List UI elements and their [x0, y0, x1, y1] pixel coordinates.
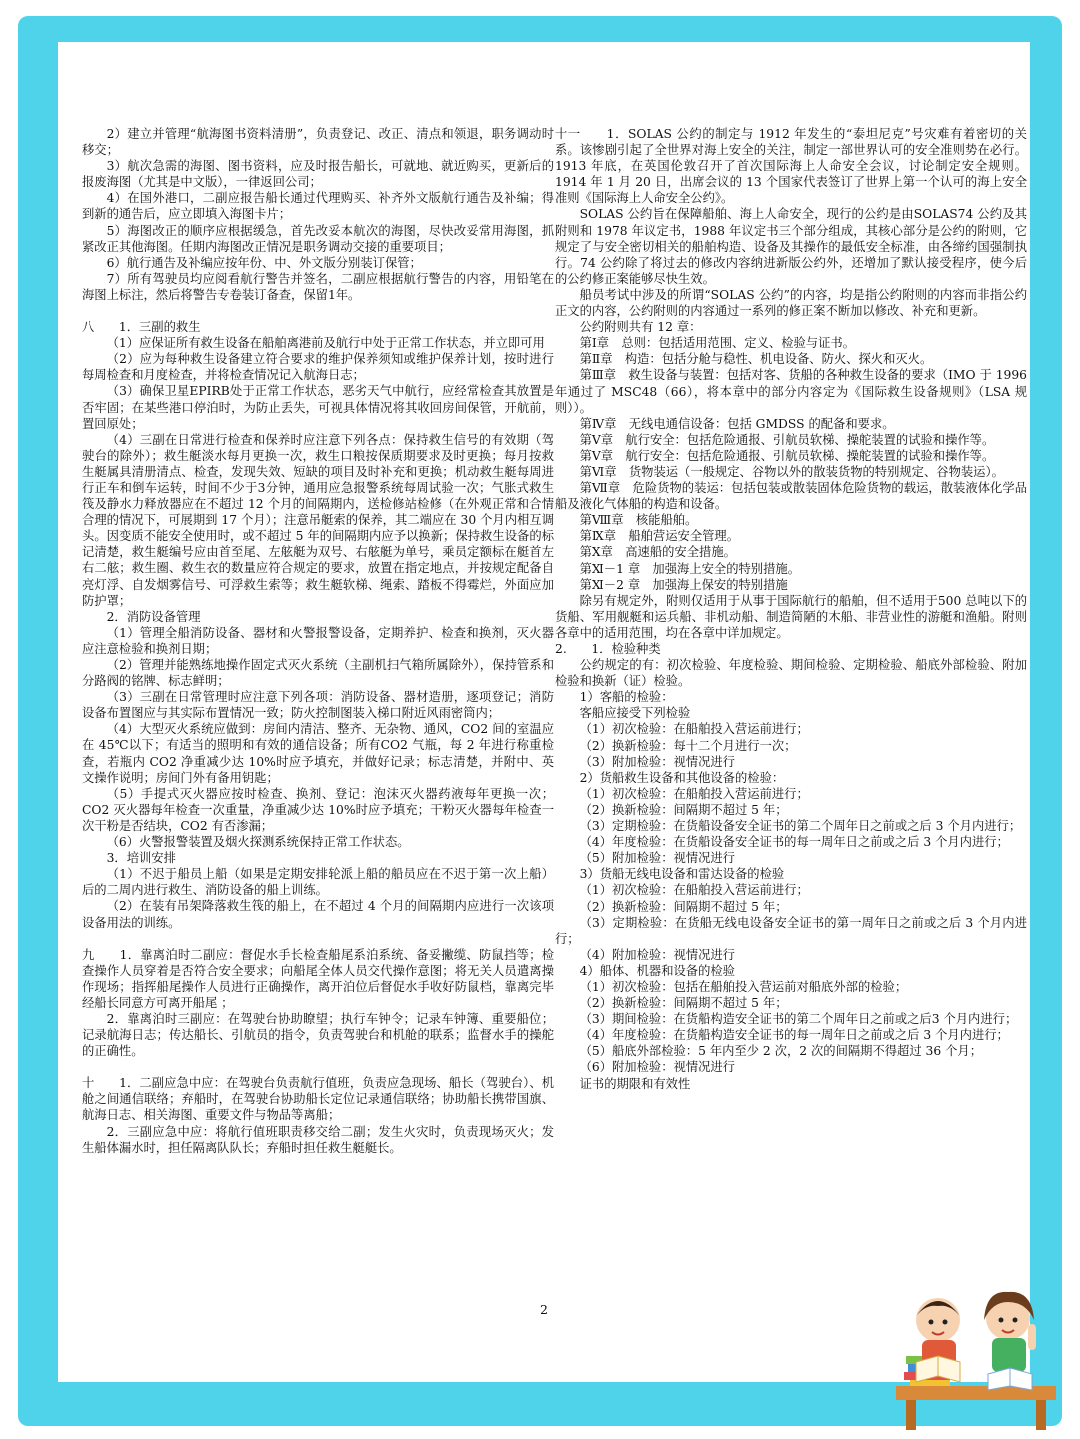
paragraph: 3）航次急需的海图、图书资料，应及时报告船长，可就地、就近购买，更新后的报废海图（尤其是中文版），一律返回公司；	[82, 159, 554, 190]
list-item: （1）初次检验：在船舶投入营运前进行；	[579, 883, 809, 898]
list-item: （3）附加检验：视情况进行	[579, 754, 735, 769]
list-item: （2）换新检验：间隔期不超过 5 年；	[579, 802, 788, 817]
section-heading: 2. 1．检验种类	[555, 642, 661, 656]
list-item: （4）附加检验：视情况进行	[579, 947, 735, 962]
paragraph: （2）在装有吊架降落救生筏的船上，在不超过 4 个月的间隔期内应进行一次该项设备用法的训练。	[82, 899, 554, 930]
left-column	[82, 126, 554, 1156]
paragraph: （1）应保证所有救生设备在船舶离港前及航行中处于正常工作状态，并立即可用	[106, 336, 545, 351]
list-item: （5）附加检验：视情况进行	[579, 851, 735, 866]
list-item: 第Ⅺ－2 章 加强海上保安的特别措施	[579, 577, 788, 592]
list-item: 证书的期限和有效性	[579, 1076, 691, 1091]
paragraph: （5）手提式灭火器应按时检查、换剂、登记：泡沫灭火器药液每年更换一次；CO2 灭火器每年检查一次重量，净重减少达 10%时应予填充；干粉灭火器每年检查一次干粉是否结块，CO2 有否渗漏；	[82, 786, 554, 833]
list-item: 第Ⅲ章 救生设备与装置：包括对客、货船的各种救生设备的要求（IMO 于 1996 年通过了 MSC48（66），将本章中的部分内容定为《国际救生设备规则》（LSA 规则））。	[555, 368, 1028, 415]
spacer	[82, 931, 554, 947]
list-item: 第Ⅸ章 船舶营运安全管理。	[579, 529, 740, 544]
list-item: 4）船体、机器和设备的检验	[579, 963, 735, 978]
paragraph: （1）不迟于船员上船（如果是定期安排轮派上船的船员应在不迟于第一次上船）后的二周内进行救生、消防设备的船上训练。	[82, 867, 554, 898]
section-heading: 十 1．二副应急中应：在驾驶台负责航行值班，负责应急现场、船长（驾驶台）、机舱之间通信联络；弃船时，在驾驶台协助船长定位记录通信联络；协助船长携带国旗、航海日志、相关海图、重要文件与物品等离船；	[82, 1076, 554, 1123]
list-item: （1）初次检验：在船舶投入营运前进行；	[579, 786, 809, 801]
paragraph: 2．三副应急中应：将航行值班职责移交给二副；发生火灾时，负责现场灭火；发生船体漏水时，担任隔离队队长；弃船时担任救生艇艇长。	[82, 1124, 554, 1155]
right-column	[555, 126, 1027, 1092]
document-page	[58, 42, 1030, 1382]
list-item: （4）年度检验：在货船构造安全证书的每一周年日之前或之后 3 个月内进行；	[579, 1028, 1009, 1043]
list-item: 第Ⅳ章 无线电通信设备：包括 GMDSS 的配备和要求。	[579, 416, 895, 431]
paragraph: 4）在国外港口，二副应报告船长通过代理购买、补齐外文版航行通告及补编；得到新的通告后，应立即填入海图卡片；	[82, 191, 554, 222]
list-item: 1）客船的检验：	[579, 690, 674, 705]
page-number: 2	[540, 1302, 548, 1317]
list-item: （1）初次检验：在船舶投入营运前进行；	[579, 722, 809, 737]
paragraph: （4）三副在日常进行检查和保养时应注意下列各点：保持救生信号的有效期（驾驶台的除外）；救生艇淡水每月更换一次，救生口粮按保质期要求及时更换；每月按救生艇属具清册清点、检查，发现失效、短缺的项目及时补充和更换；机动救生艇每周进行正车和倒车运转，时间不少于3分钟，通用应急报警系统每周试验一次；气胀式救生筏及静水力释放器应在不超过 12 个月的间隔期内，送检修站检修（在外观正常和合情合理的情况下，可展期到 17 个月）；注意吊艇索的保养，其二端应在 30 个月内相互调头。因变质不能安全使用时，或不超过 5 年的间隔期内应予以换新；保持救生设备的标记清楚，救生艇编号应由首至尾、左舷艇为双号、右舷艇为单号，乘员定额标在艇首左右二舷；救生圈、救生衣的数量应符合规定的要求，放置在指定地点，并按规定配备自亮灯浮、自发烟雾信号、可浮救生索等；救生艇软梯、绳索、踏板不得霉烂，外面应加防护罩；	[82, 432, 554, 608]
subheading: 2．消防设备管理	[106, 609, 201, 624]
list-item: （5）船底外部检验：5 年内至少 2 次，2 次的间隔期不得超过 36 个月；	[579, 1044, 983, 1059]
list-item: 第Ⅰ章 总则：包括适用范围、定义、检验与证书。	[579, 336, 855, 351]
list-item: 第Ⅶ章 危险货物的装运：包括包装或散装固体危险货物的载运，散装液体化学品船及液化气体船的构造和设备。	[555, 481, 1027, 512]
paragraph: 2．靠离泊时三副应：在驾驶台协助瞭望；执行车钟令；记录车钟簿、重要船位；记录航海日志；传达船长、引航员的指令，负责驾驶台和机舱的联系；监督水手的操舵的正确性。	[82, 1011, 554, 1059]
list-item: （2）换新检验：每十二个月进行一次；	[579, 738, 797, 753]
list-item: （1）初次检验：包括在船舶投入营运前对船底外部的检验；	[579, 979, 908, 994]
list-item: 第Ⅷ章 核能船舶。	[579, 513, 698, 528]
paragraph: （3）确保卫星EPIRB处于正常工作状态，恶劣天气中航行，应经常检查其放置是否牢固；在某些港口停泊时，为防止丢失，可视具体情况将其收回房间保管，开航前，置回原处；	[82, 384, 554, 431]
list-item: （4）年度检验：在货船设备安全证书的每一周年日之前或之后 3 个月内进行；	[579, 835, 1009, 850]
list-item: 第Ⅺ－1 章 加强海上安全的特别措施。	[579, 561, 800, 576]
list-item: 3）货船无线电设备和雷达设备的检验	[579, 867, 785, 882]
list-item: 第Ⅴ章 航行安全：包括危险通报、引航员软梯、操舵装置的试验和操作等。	[579, 432, 995, 447]
list-item: （6）附加检验：视情况进行	[579, 1060, 735, 1075]
list-item: （2）换新检验：间隔期不超过 5 年；	[579, 996, 788, 1011]
list-item: 第Ⅹ章 高速船的安全措施。	[579, 545, 736, 560]
paragraph: 船员考试中涉及的所谓“SOLAS 公约”的内容，均是指公约附则的内容而非指公约正文的内容，公约附则的内容通过一系列的修正案不断加以修改、补充和更新。	[555, 287, 1027, 319]
list-item: 2）货船救生设备和其他设备的检验：	[579, 770, 785, 785]
reading-children-illustration	[876, 1276, 1066, 1436]
paragraph: （2）应为每种救生设备建立符合要求的维护保养须知或维护保养计划，按时进行每周检查和月度检查，并将检查情况记入航海日志；	[82, 352, 554, 383]
list-item: （3）定期检验：在货船设备安全证书的第二个周年日之前或之后 3 个月内进行；	[579, 819, 1022, 834]
spacer	[82, 303, 554, 319]
list-item: （3）期间检验：在货船构造安全证书的第二个周年日之前或之后3 个月内进行；	[579, 1012, 1018, 1027]
paragraph: 5）海图改正的顺序应根据缓急，首先改妥本航次的海图，尽快改妥常用海图，抓紧改正其他海图。任期内海图改正情况是职务调动交接的重要项目；	[82, 223, 554, 254]
paragraph: 2）建立并管理“航海图书资料清册”，负责登记、改正、清点和领退，职务调动时移交；	[82, 127, 554, 158]
paragraph: （4）大型灭火系统应做到：房间内清洁、整齐、无杂物、通风，CO2 间的室温应在 45℃以下；有适当的照明和有效的通信设备；所有CO2 气瓶，每 2 年进行称重检查，若瓶内 CO2 净重减少达 10%时应予填充，并做好记录；标志清楚，并附中、英文操作说明；房间门外有备用钥匙；	[82, 722, 554, 785]
paragraph: 除另有规定外，附则仅适用于从事于国际航行的船舶，但不适用于500 总吨以下的货船、军用舰艇和运兵船、非机动船、制造简陋的木船、非营业性的游艇和渔船。附则各章中的适用范围，均在各章中详加规定。	[555, 593, 1027, 640]
subheading: 3．培训安排	[106, 851, 176, 866]
section-heading: 十一 1．SOLAS 公约的制定与 1912 年发生的“泰坦尼克”号灾难有着密切的关系。该惨剧引起了全世界对海上安全的关注，制定一部世界认可的安全准则势在必行。1913 年底，在英国伦敦召开了首次国际海上人命安全会议，讨论制定安全规则。1914 年 1 月 20 日，出席会议的 13 个国家代表签订了世界上第一个认可的海上安全准则《国际海上人命安全公约》。	[555, 127, 1027, 206]
list-item: 第Ⅴ章 航行安全：包括危险通报、引航员软梯、操舵装置的试验和操作等。	[579, 448, 995, 463]
list-item: 第Ⅱ章 构造：包括分舱与稳性、机电设备、防火、探火和灭火。	[579, 352, 933, 367]
paragraph: （2）管理并能熟练地操作固定式灭火系统（主副机扫气箱所属除外），保持管系和分路阀的铭牌、标志鲜明；	[82, 658, 554, 689]
paragraph: SOLAS 公约旨在保障船舶、海上人命安全，现行的公约是由SOLAS74 公约及其附则和 1978 年议定书，1988 年议定书三个部分组成，其核心部分是公约的附则，它规定了与安全密切相关的船舶构造、设备及其操作的最低安全标准，由各缔约国强制执行。74 公约除了将过去的修改内容纳进新版公约外，还增加了默认接受程序，使今后的公约修正案能够尽快生效。	[555, 207, 1027, 286]
spacer	[82, 1059, 554, 1075]
paragraph: 公约附则共有 12 章：	[579, 320, 702, 335]
paragraph: （1）管理全船消防设备、器材和火警报警设备，定期养护、检查和换剂，灭火器应注意检验和换剂日期；	[82, 625, 554, 656]
paragraph: （3）三副在日常管理时应注意下列各项：消防设备、器材造册，逐项登记；消防设备布置图应与其实际布置情况一致；防火控制图装入梯口附近风雨密筒内；	[82, 690, 554, 721]
list-item: 第Ⅵ章 货物装运（一般规定、谷物以外的散装货物的特别规定、谷物装运）。	[579, 464, 1004, 479]
list-item: （3）定期检验：在货船无线电设备安全证书的第一周年日之前或之后 3 个月内进行；	[555, 915, 1027, 946]
paragraph: 6）航行通告及补编应按年份、中、外文版分别装订保管；	[106, 255, 422, 270]
section-heading: 八 1．三副的救生	[82, 320, 201, 335]
section-heading: 九 1．靠离泊时二副应：督促水手长检查船尾系泊系统、备妥撇缆、防鼠挡等；检查操作人员穿着是否符合安全要求；向船尾全体人员交代操作意图；将无关人员遣离操作现场；指挥船尾操作人员进行正确操作，离开泊位后督促水手收好防鼠档，靠离完毕经船长同意方可离开船尾 ；	[82, 947, 554, 1010]
paragraph: 公约规定的有：初次检验、年度检验、期间检验、定期检验、船底外部检验、附加检验和换新（证）检验。	[555, 658, 1027, 689]
list-item: 客船应接受下列检验	[579, 706, 691, 721]
paragraph: （6）火警报警装置及烟火探测系统保持正常工作状态。	[106, 835, 410, 850]
paragraph: 7）所有驾驶员均应阅看航行警告并签名，二副应根据航行警告的内容，用铅笔在海图上标注，然后将警告专卷装订备查，保留1年。	[82, 271, 554, 302]
list-item: （2）换新检验：间隔期不超过 5 年；	[579, 899, 788, 914]
